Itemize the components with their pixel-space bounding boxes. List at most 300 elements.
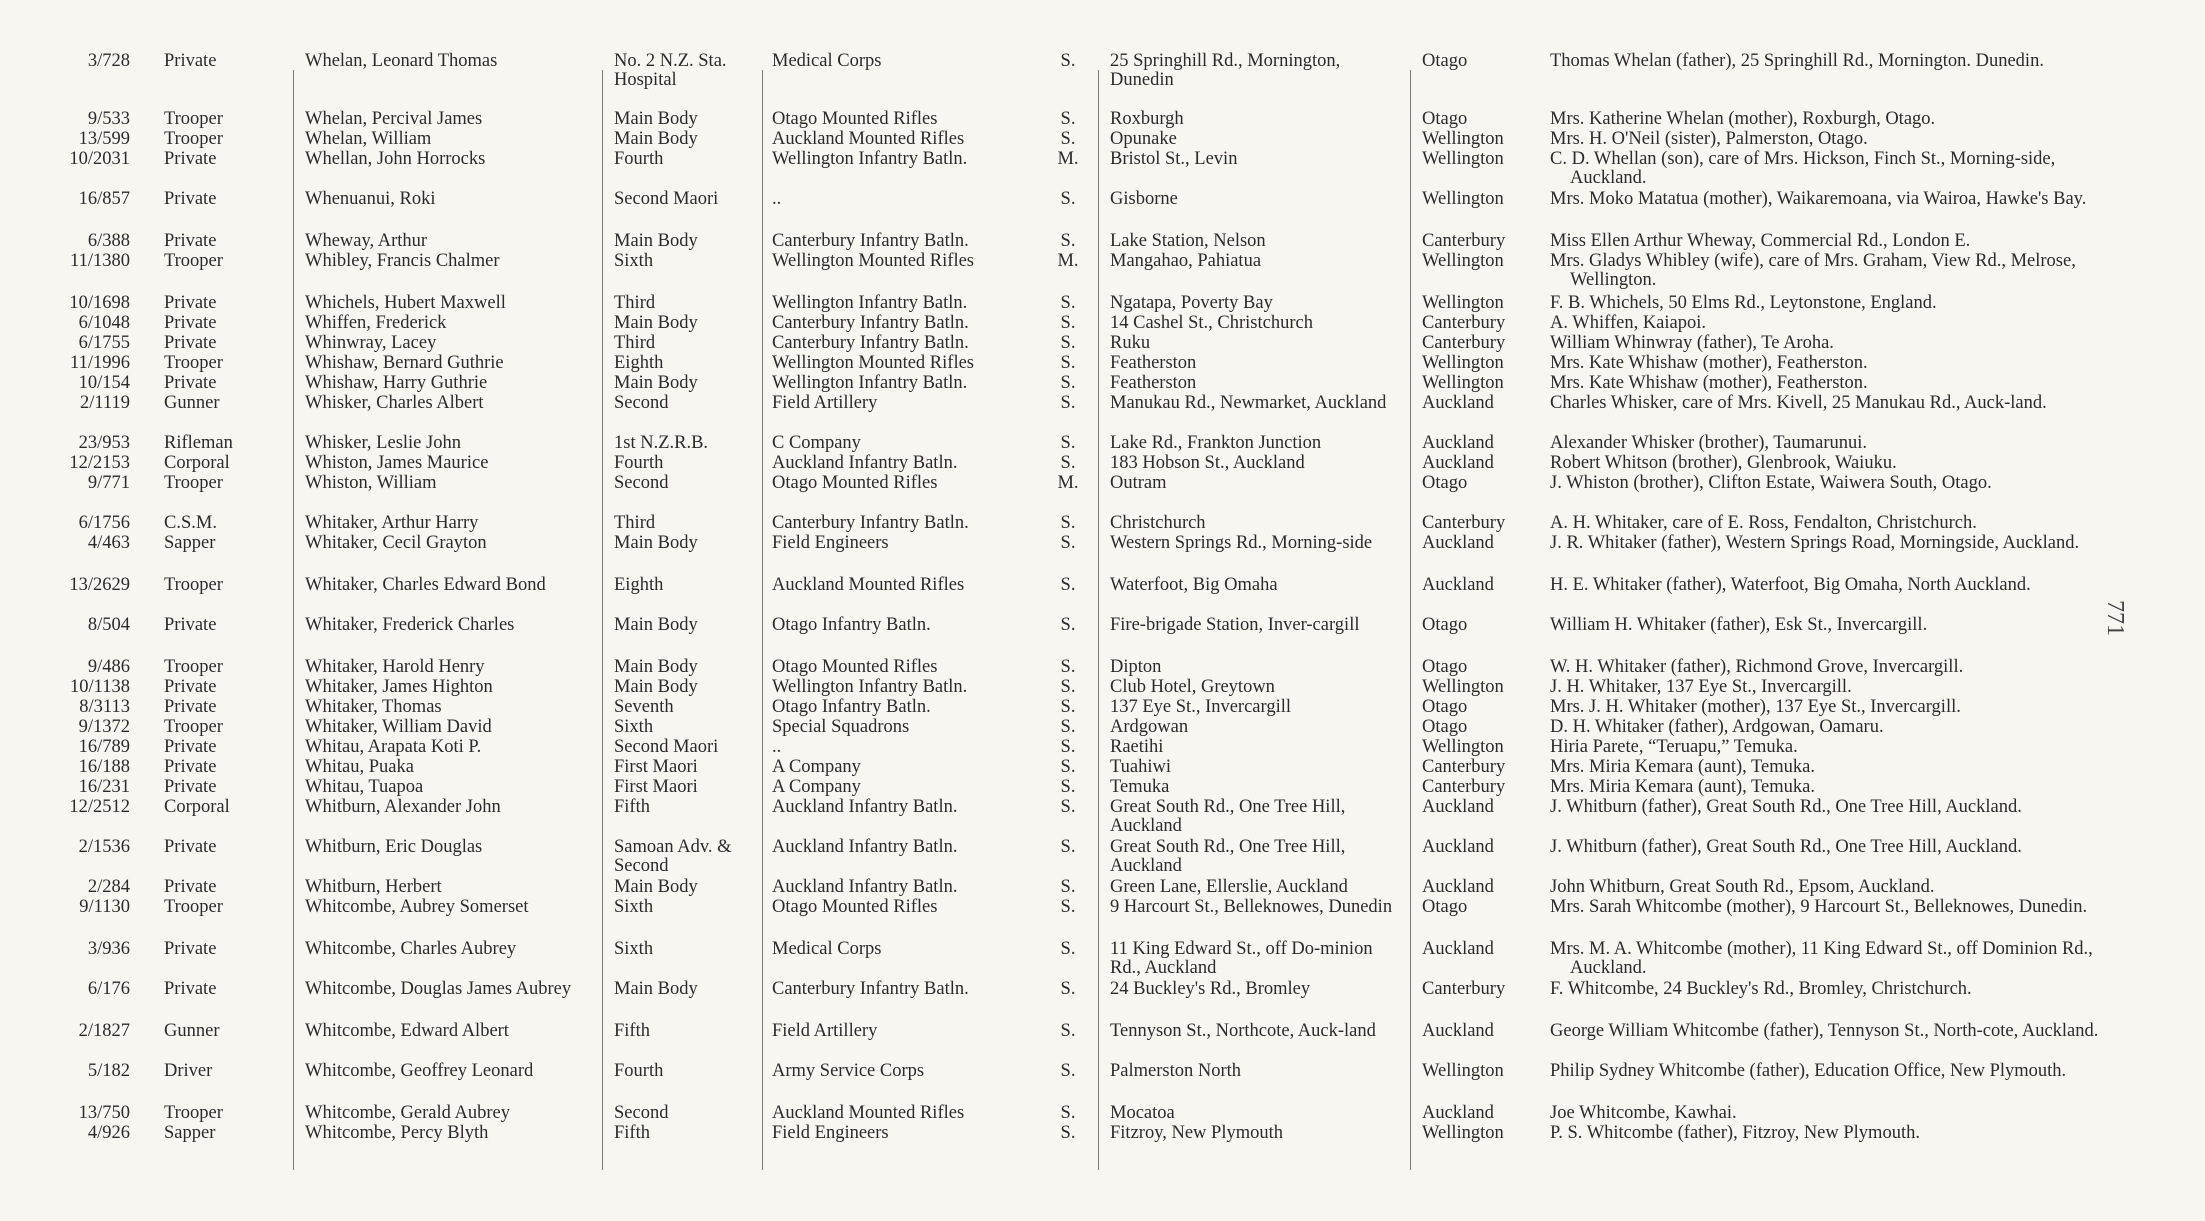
- cell-address: Manukau Rd., Newmarket, Auckland: [1110, 393, 1387, 413]
- cell-num: 9/533: [87, 109, 130, 129]
- cell-ms: S.: [1060, 657, 1076, 677]
- cell-address: Palmerston North: [1110, 1061, 1242, 1081]
- cell-draft: Third: [614, 513, 656, 533]
- cell-ms: S.: [1060, 615, 1076, 635]
- cell-address: Mocatoa: [1110, 1103, 1175, 1123]
- cell-next-of-kin: A. Whiffen, Kaiapoi.: [1550, 313, 1707, 333]
- cell-name: Whitaker, James Highton: [305, 677, 493, 697]
- cell-ms: S.: [1060, 877, 1076, 897]
- cell-num: 13/2629: [69, 575, 130, 595]
- cell-draft: Main Body: [614, 373, 698, 393]
- cell-district: Auckland: [1422, 533, 1494, 553]
- cell-ms: S.: [1060, 129, 1076, 149]
- cell-unit: Otago Mounted Rifles: [772, 109, 938, 129]
- cell-num: 8/504: [87, 615, 130, 635]
- cell-num: 6/388: [87, 231, 130, 251]
- cell-name: Whelan, Percival James: [305, 109, 483, 129]
- cell-draft: Main Body: [614, 231, 698, 251]
- cell-ms: S.: [1060, 513, 1076, 533]
- cell-draft: 1st N.Z.R.B.: [614, 433, 709, 453]
- cell-ms: S.: [1060, 453, 1076, 473]
- cell-district: Canterbury: [1422, 757, 1506, 777]
- cell-next-of-kin: Mrs. Kate Whishaw (mother), Featherston.: [1550, 353, 1868, 373]
- cell-address: Bristol St., Levin: [1110, 149, 1238, 169]
- cell-num: 13/750: [78, 1103, 130, 1123]
- cell-district: Auckland: [1422, 1103, 1494, 1123]
- cell-address: Fire-brigade Station, Inver-cargill: [1110, 615, 1360, 635]
- cell-num: 10/1138: [70, 677, 130, 697]
- cell-district: Otago: [1422, 615, 1468, 635]
- cell-draft: Sixth: [614, 897, 654, 917]
- cell-next-of-kin: Mrs. M. A. Whitcombe (mother), 11 King Edward St., off Dominion Rd., Auckland.: [1550, 939, 2093, 978]
- cell-ms: S.: [1060, 1021, 1076, 1041]
- cell-draft: Second Maori: [614, 737, 719, 757]
- cell-address: Great South Rd., One Tree Hill, Auckland: [1110, 837, 1346, 876]
- cell-rank: Private: [164, 293, 217, 313]
- cell-next-of-kin: F. Whitcombe, 24 Buckley's Rd., Bromley, Christchurch.: [1550, 979, 1972, 999]
- cell-draft: Fourth: [614, 453, 664, 473]
- cell-num: 10/154: [78, 373, 130, 393]
- cell-rank: Private: [164, 189, 217, 209]
- cell-ms: S.: [1060, 373, 1076, 393]
- cell-ms: S.: [1060, 797, 1076, 817]
- cell-name: Whiston, James Maurice: [305, 453, 489, 473]
- cell-num: 16/857: [78, 189, 130, 209]
- cell-unit: Auckland Infantry Batln.: [772, 453, 958, 473]
- cell-unit: C Company: [772, 433, 861, 453]
- cell-district: Wellington: [1422, 129, 1504, 149]
- cell-name: Whitaker, Cecil Grayton: [305, 533, 487, 553]
- cell-unit: Otago Mounted Rifles: [772, 657, 938, 677]
- cell-address: Great South Rd., One Tree Hill, Auckland: [1110, 797, 1346, 836]
- cell-draft: Main Body: [614, 533, 698, 553]
- cell-name: Whitaker, Arthur Harry: [305, 513, 479, 533]
- cell-district: Wellington: [1422, 149, 1504, 169]
- cell-rank: Private: [164, 837, 217, 857]
- cell-name: Wheway, Arthur: [305, 231, 428, 251]
- cell-unit: Wellington Infantry Batln.: [772, 373, 968, 393]
- cell-address: Featherston: [1110, 353, 1197, 373]
- cell-next-of-kin: A. H. Whitaker, care of E. Ross, Fendalton, Christchurch.: [1550, 513, 1977, 533]
- cell-name: Whitau, Arapata Koti P.: [305, 737, 482, 757]
- cell-rank: Private: [164, 979, 217, 999]
- cell-ms: S.: [1060, 717, 1076, 737]
- cell-next-of-kin: W. H. Whitaker (father), Richmond Grove, Invercargill.: [1550, 657, 1964, 677]
- cell-num: 6/176: [87, 979, 130, 999]
- cell-district: Wellington: [1422, 1061, 1504, 1081]
- cell-name: Whitau, Puaka: [305, 757, 414, 777]
- cell-address: 9 Harcourt St., Belleknowes, Dunedin: [1110, 897, 1393, 917]
- cell-address: Ardgowan: [1110, 717, 1189, 737]
- cell-rank: Private: [164, 333, 217, 353]
- cell-ms: S.: [1060, 333, 1076, 353]
- cell-ms: S.: [1060, 939, 1076, 959]
- cell-num: 5/182: [87, 1061, 130, 1081]
- cell-unit: Auckland Infantry Batln.: [772, 837, 958, 857]
- cell-num: 11/1996: [70, 353, 130, 373]
- cell-district: Wellington: [1422, 737, 1504, 757]
- column-divider: [762, 70, 763, 1170]
- cell-name: Whitaker, Charles Edward Bond: [305, 575, 546, 595]
- cell-district: Canterbury: [1422, 231, 1506, 251]
- cell-next-of-kin: Alexander Whisker (brother), Taumarunui.: [1550, 433, 1868, 453]
- cell-next-of-kin: Mrs. Miria Kemara (aunt), Temuka.: [1550, 777, 1815, 797]
- cell-ms: S.: [1060, 293, 1076, 313]
- cell-unit: Wellington Infantry Batln.: [772, 149, 968, 169]
- cell-next-of-kin: J. H. Whitaker, 137 Eye St., Invercargill.: [1550, 677, 1852, 697]
- cell-name: Whitcombe, Geoffrey Leonard: [305, 1061, 534, 1081]
- cell-name: Whitburn, Alexander John: [305, 797, 501, 817]
- cell-name: Whitaker, William David: [305, 717, 492, 737]
- cell-num: 4/926: [87, 1123, 130, 1143]
- cell-next-of-kin: J. R. Whitaker (father), Western Springs Road, Morningside, Auckland.: [1550, 533, 2080, 553]
- cell-draft: Second: [614, 473, 669, 493]
- cell-num: 6/1756: [78, 513, 130, 533]
- cell-address: Waterfoot, Big Omaha: [1110, 575, 1278, 595]
- cell-district: Auckland: [1422, 797, 1494, 817]
- cell-draft: Samoan Adv. & Second: [614, 837, 732, 876]
- cell-rank: Private: [164, 373, 217, 393]
- cell-draft: Main Body: [614, 677, 698, 697]
- cell-address: Ruku: [1110, 333, 1151, 353]
- cell-rank: Private: [164, 149, 217, 169]
- cell-num: 12/2512: [69, 797, 130, 817]
- cell-ms: S.: [1060, 737, 1076, 757]
- cell-ms: S.: [1060, 757, 1076, 777]
- cell-draft: Second: [614, 393, 669, 413]
- cell-name: Whitcombe, Percy Blyth: [305, 1123, 489, 1143]
- cell-draft: Third: [614, 333, 656, 353]
- cell-num: 2/1119: [79, 393, 130, 413]
- cell-address: Fitzroy, New Plymouth: [1110, 1123, 1284, 1143]
- cell-district: Auckland: [1422, 939, 1494, 959]
- cell-district: Auckland: [1422, 433, 1494, 453]
- cell-next-of-kin: Mrs. Sarah Whitcombe (mother), 9 Harcourt St., Belleknowes, Dunedin.: [1550, 897, 2088, 917]
- cell-unit: Canterbury Infantry Batln.: [772, 313, 969, 333]
- cell-next-of-kin: Mrs. Katherine Whelan (mother), Roxburgh, Otago.: [1550, 109, 1936, 129]
- cell-ms: M.: [1057, 149, 1079, 169]
- cell-address: 24 Buckley's Rd., Bromley: [1110, 979, 1311, 999]
- cell-address: Tuahiwi: [1110, 757, 1172, 777]
- cell-address: Gisborne: [1110, 189, 1178, 209]
- cell-ms: M.: [1057, 473, 1079, 493]
- cell-rank: Trooper: [164, 251, 223, 271]
- cell-name: Whitburn, Eric Douglas: [305, 837, 483, 857]
- cell-unit: Wellington Infantry Batln.: [772, 677, 968, 697]
- cell-district: Auckland: [1422, 877, 1494, 897]
- column-divider: [602, 70, 603, 1170]
- cell-unit: Medical Corps: [772, 51, 882, 71]
- cell-district: Otago: [1422, 109, 1468, 129]
- cell-next-of-kin: J. Whitburn (father), Great South Rd., One Tree Hill, Auckland.: [1550, 797, 2022, 817]
- cell-name: Whibley, Francis Chalmer: [305, 251, 500, 271]
- cell-rank: Gunner: [164, 393, 220, 413]
- cell-next-of-kin: William Whinwray (father), Te Aroha.: [1550, 333, 1834, 353]
- cell-district: Canterbury: [1422, 313, 1506, 333]
- column-divider: [1098, 70, 1099, 1170]
- cell-draft: Main Body: [614, 615, 698, 635]
- cell-district: Wellington: [1422, 293, 1504, 313]
- cell-next-of-kin: Thomas Whelan (father), 25 Springhill Rd., Mornington. Dunedin.: [1550, 51, 2044, 71]
- cell-unit: A Company: [772, 757, 861, 777]
- cell-rank: Trooper: [164, 353, 223, 373]
- cell-ms: S.: [1060, 575, 1076, 595]
- cell-name: Whitcombe, Gerald Aubrey: [305, 1103, 510, 1123]
- cell-rank: Rifleman: [164, 433, 233, 453]
- cell-ms: S.: [1060, 979, 1076, 999]
- cell-draft: First Maori: [614, 757, 698, 777]
- cell-ms: S.: [1060, 837, 1076, 857]
- cell-unit: Wellington Mounted Rifles: [772, 251, 974, 271]
- cell-draft: Second Maori: [614, 189, 719, 209]
- cell-unit: Field Artillery: [772, 1021, 878, 1041]
- cell-address: Temuka: [1110, 777, 1170, 797]
- cell-district: Canterbury: [1422, 513, 1506, 533]
- cell-rank: Trooper: [164, 1103, 223, 1123]
- cell-next-of-kin: Mrs. J. H. Whitaker (mother), 137 Eye St., Invercargill.: [1550, 697, 1961, 717]
- cell-draft: Second: [614, 1103, 669, 1123]
- cell-ms: S.: [1060, 353, 1076, 373]
- cell-draft: Main Body: [614, 313, 698, 333]
- cell-rank: C.S.M.: [164, 513, 217, 533]
- cell-address: Outram: [1110, 473, 1167, 493]
- cell-rank: Sapper: [164, 1123, 216, 1143]
- cell-draft: No. 2 N.Z. Sta. Hospital: [614, 51, 727, 90]
- cell-ms: S.: [1060, 1123, 1076, 1143]
- cell-unit: Medical Corps: [772, 939, 882, 959]
- cell-num: 16/231: [78, 777, 130, 797]
- column-divider: [293, 70, 294, 1170]
- cell-district: Otago: [1422, 657, 1468, 677]
- cell-district: Wellington: [1422, 353, 1504, 373]
- cell-address: Green Lane, Ellerslie, Auckland: [1110, 877, 1348, 897]
- cell-num: 16/789: [78, 737, 130, 757]
- cell-unit: Wellington Infantry Batln.: [772, 293, 968, 313]
- cell-rank: Private: [164, 51, 217, 71]
- cell-next-of-kin: D. H. Whitaker (father), Ardgowan, Oamaru.: [1550, 717, 1884, 737]
- cell-district: Canterbury: [1422, 333, 1506, 353]
- cell-address: 11 King Edward St., off Do-minion Rd., Auckland: [1110, 939, 1373, 978]
- cell-num: 6/1048: [78, 313, 130, 333]
- cell-ms: S.: [1060, 313, 1076, 333]
- cell-address: Christchurch: [1110, 513, 1206, 533]
- cell-draft: Fifth: [614, 1021, 650, 1041]
- cell-name: Whitburn, Herbert: [305, 877, 442, 897]
- cell-draft: Main Body: [614, 129, 698, 149]
- cell-address: 137 Eye St., Invercargill: [1110, 697, 1292, 717]
- cell-num: 4/463: [87, 533, 130, 553]
- cell-ms: S.: [1060, 189, 1076, 209]
- cell-rank: Driver: [164, 1061, 213, 1081]
- cell-draft: Sixth: [614, 251, 654, 271]
- cell-num: 3/936: [87, 939, 130, 959]
- cell-district: Wellington: [1422, 251, 1504, 271]
- cell-name: Whichels, Hubert Maxwell: [305, 293, 506, 313]
- cell-unit: Special Squadrons: [772, 717, 910, 737]
- cell-rank: Trooper: [164, 473, 223, 493]
- cell-district: Wellington: [1422, 189, 1504, 209]
- cell-name: Whitaker, Thomas: [305, 697, 442, 717]
- cell-draft: Eighth: [614, 353, 664, 373]
- cell-rank: Private: [164, 777, 217, 797]
- cell-draft: Third: [614, 293, 656, 313]
- cell-num: 2/284: [87, 877, 130, 897]
- cell-rank: Private: [164, 737, 217, 757]
- cell-next-of-kin: Robert Whitson (brother), Glenbrook, Waiuku.: [1550, 453, 1897, 473]
- cell-district: Auckland: [1422, 453, 1494, 473]
- cell-address: Western Springs Rd., Morning-side: [1110, 533, 1373, 553]
- cell-address: Club Hotel, Greytown: [1110, 677, 1275, 697]
- cell-draft: Sixth: [614, 717, 654, 737]
- cell-rank: Trooper: [164, 575, 223, 595]
- cell-draft: Main Body: [614, 877, 698, 897]
- cell-district: Otago: [1422, 473, 1468, 493]
- cell-unit: Canterbury Infantry Batln.: [772, 979, 969, 999]
- cell-ms: S.: [1060, 697, 1076, 717]
- cell-rank: Private: [164, 877, 217, 897]
- cell-address: Tennyson St., Northcote, Auck-land: [1110, 1021, 1376, 1041]
- cell-next-of-kin: Philip Sydney Whitcombe (father), Education Office, New Plymouth.: [1550, 1061, 2067, 1081]
- cell-ms: S.: [1060, 51, 1076, 71]
- cell-draft: Sixth: [614, 939, 654, 959]
- cell-name: Whiffen, Frederick: [305, 313, 447, 333]
- cell-rank: Corporal: [164, 797, 230, 817]
- cell-next-of-kin: Mrs. Miria Kemara (aunt), Temuka.: [1550, 757, 1815, 777]
- cell-district: Wellington: [1422, 373, 1504, 393]
- cell-rank: Sapper: [164, 533, 216, 553]
- cell-name: Whinwray, Lacey: [305, 333, 437, 353]
- cell-next-of-kin: Miss Ellen Arthur Wheway, Commercial Rd., London E.: [1550, 231, 1971, 251]
- cell-rank: Private: [164, 697, 217, 717]
- cell-ms: S.: [1060, 1061, 1076, 1081]
- cell-next-of-kin: Mrs. Kate Whishaw (mother), Featherston.: [1550, 373, 1868, 393]
- cell-name: Whitau, Tuapoa: [305, 777, 424, 797]
- cell-num: 9/486: [87, 657, 130, 677]
- cell-unit: Field Artillery: [772, 393, 878, 413]
- cell-name: Whisker, Leslie John: [305, 433, 461, 453]
- cell-district: Wellington: [1422, 677, 1504, 697]
- cell-address: Roxburgh: [1110, 109, 1184, 129]
- cell-address: Lake Station, Nelson: [1110, 231, 1266, 251]
- cell-unit: Auckland Infantry Batln.: [772, 877, 958, 897]
- cell-district: Auckland: [1422, 393, 1494, 413]
- cell-unit: Auckland Mounted Rifles: [772, 129, 965, 149]
- cell-name: Whitcombe, Aubrey Somerset: [305, 897, 529, 917]
- cell-district: Auckland: [1422, 575, 1494, 595]
- cell-name: Whelan, Leonard Thomas: [305, 51, 498, 71]
- cell-address: Dipton: [1110, 657, 1162, 677]
- cell-draft: Main Body: [614, 109, 698, 129]
- cell-address: Mangahao, Pahiatua: [1110, 251, 1262, 271]
- cell-rank: Private: [164, 615, 217, 635]
- cell-district: Canterbury: [1422, 979, 1506, 999]
- cell-rank: Private: [164, 231, 217, 251]
- cell-name: Whitaker, Frederick Charles: [305, 615, 515, 635]
- cell-num: 9/771: [87, 473, 130, 493]
- cell-next-of-kin: George William Whitcombe (father), Tennyson St., North-cote, Auckland.: [1550, 1021, 2099, 1041]
- cell-name: Whishaw, Bernard Guthrie: [305, 353, 504, 373]
- cell-name: Whelan, William: [305, 129, 432, 149]
- cell-unit: Otago Infantry Batln.: [772, 697, 931, 717]
- cell-rank: Private: [164, 939, 217, 959]
- cell-draft: Seventh: [614, 697, 674, 717]
- cell-draft: Fourth: [614, 149, 664, 169]
- cell-rank: Private: [164, 313, 217, 333]
- cell-district: Otago: [1422, 717, 1468, 737]
- cell-next-of-kin: William H. Whitaker (father), Esk St., Invercargill.: [1550, 615, 1928, 635]
- cell-unit: Field Engineers: [772, 533, 889, 553]
- cell-district: Auckland: [1422, 1021, 1494, 1041]
- cell-num: 8/3113: [79, 697, 130, 717]
- cell-next-of-kin: P. S. Whitcombe (father), Fitzroy, New Plymouth.: [1550, 1123, 1920, 1143]
- cell-draft: Fifth: [614, 1123, 650, 1143]
- cell-rank: Trooper: [164, 129, 223, 149]
- cell-num: 10/1698: [69, 293, 130, 313]
- cell-next-of-kin: F. B. Whichels, 50 Elms Rd., Leytonstone, England.: [1550, 293, 1937, 313]
- cell-unit: Otago Mounted Rifles: [772, 897, 938, 917]
- cell-address: Ngatapa, Poverty Bay: [1110, 293, 1273, 313]
- cell-district: Otago: [1422, 697, 1468, 717]
- cell-draft: Eighth: [614, 575, 664, 595]
- cell-next-of-kin: H. E. Whitaker (father), Waterfoot, Big Omaha, North Auckland.: [1550, 575, 2031, 595]
- cell-name: Whishaw, Harry Guthrie: [305, 373, 488, 393]
- cell-draft: Main Body: [614, 657, 698, 677]
- cell-district: Otago: [1422, 51, 1468, 71]
- cell-next-of-kin: C. D. Whellan (son), care of Mrs. Hickson, Finch St., Morning-side, Auckland.: [1550, 149, 2056, 188]
- cell-rank: Corporal: [164, 453, 230, 473]
- cell-ms: S.: [1060, 777, 1076, 797]
- cell-address: Opunake: [1110, 129, 1177, 149]
- cell-ms: S.: [1060, 231, 1076, 251]
- cell-next-of-kin: J. Whitburn (father), Great South Rd., One Tree Hill, Auckland.: [1550, 837, 2022, 857]
- cell-address: Featherston: [1110, 373, 1197, 393]
- cell-rank: Trooper: [164, 657, 223, 677]
- cell-ms: S.: [1060, 109, 1076, 129]
- cell-district: Auckland: [1422, 837, 1494, 857]
- page-number: 771: [2102, 600, 2128, 636]
- cell-num: 23/953: [78, 433, 130, 453]
- cell-num: 11/1380: [70, 251, 130, 271]
- cell-next-of-kin: Joe Whitcombe, Kawhai.: [1550, 1103, 1737, 1123]
- cell-name: Whitcombe, Charles Aubrey: [305, 939, 517, 959]
- cell-next-of-kin: Charles Whisker, care of Mrs. Kivell, 25 Manukau Rd., Auck-land.: [1550, 393, 2047, 413]
- cell-num: 6/1755: [78, 333, 130, 353]
- cell-rank: Trooper: [164, 717, 223, 737]
- cell-name: Whitcombe, Edward Albert: [305, 1021, 509, 1041]
- cell-name: Whenuanui, Roki: [305, 189, 436, 209]
- cell-next-of-kin: J. Whiston (brother), Clifton Estate, Waiwera South, Otago.: [1550, 473, 1992, 493]
- cell-unit: Otago Infantry Batln.: [772, 615, 931, 635]
- cell-unit: Auckland Mounted Rifles: [772, 1103, 965, 1123]
- cell-district: Wellington: [1422, 1123, 1504, 1143]
- cell-rank: Private: [164, 677, 217, 697]
- cell-num: 12/2153: [69, 453, 130, 473]
- cell-unit: Auckland Mounted Rifles: [772, 575, 965, 595]
- cell-num: 9/1372: [78, 717, 130, 737]
- cell-ms: M.: [1057, 251, 1079, 271]
- cell-num: 2/1536: [78, 837, 130, 857]
- cell-unit: Canterbury Infantry Batln.: [772, 231, 969, 251]
- cell-address: 25 Springhill Rd., Mornington, Dunedin: [1110, 51, 1341, 90]
- cell-draft: Main Body: [614, 979, 698, 999]
- cell-name: Whitaker, Harold Henry: [305, 657, 485, 677]
- cell-name: Whellan, John Horrocks: [305, 149, 486, 169]
- cell-unit: Canterbury Infantry Batln.: [772, 333, 969, 353]
- cell-district: Canterbury: [1422, 777, 1506, 797]
- cell-ms: S.: [1060, 677, 1076, 697]
- cell-num: 10/2031: [69, 149, 130, 169]
- cell-name: Whisker, Charles Albert: [305, 393, 484, 413]
